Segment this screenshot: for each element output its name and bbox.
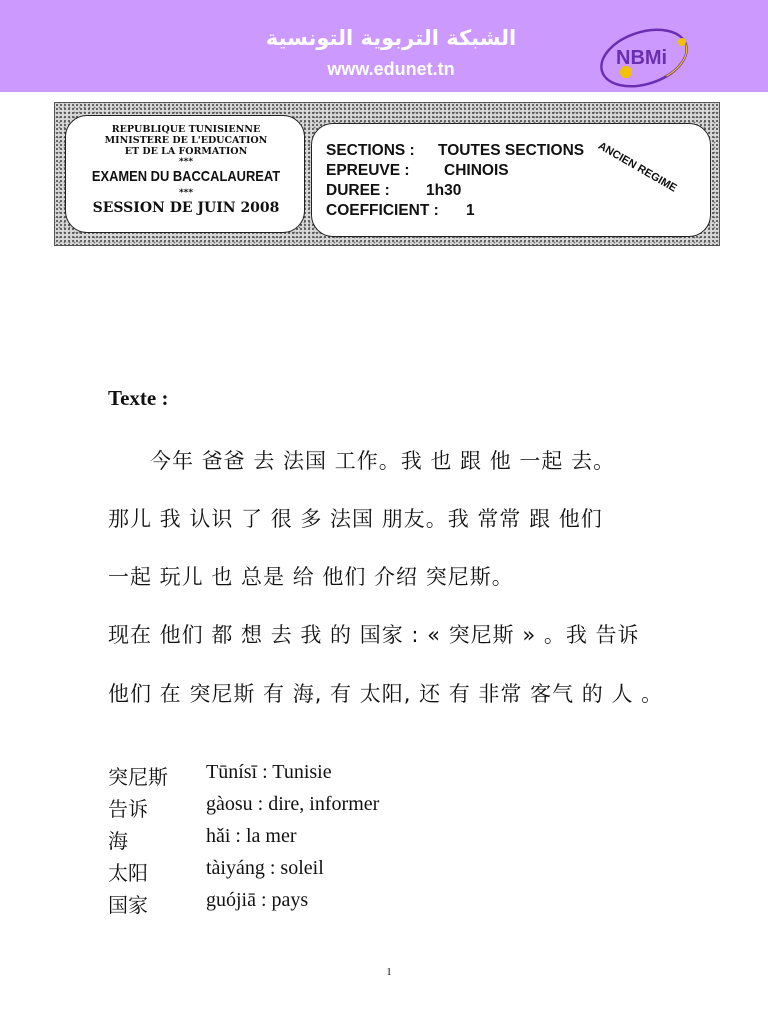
vocab-definition: hǎi : la mer (206, 825, 297, 847)
header-bar (0, 0, 768, 92)
ancien-regime-stamp: ANCIEN REGIME (596, 140, 679, 195)
logo-text: NBMi (616, 47, 668, 69)
text-line-1: 今年 爸爸 去 法国 工作。我 也 跟 他 一起 去。 (150, 449, 616, 473)
vocab-chinese: 国家 (108, 893, 148, 917)
duree-value: 1h30 (426, 182, 462, 199)
duree-label: DUREE : (326, 182, 390, 199)
vocab-definition: Tūnísī : Tunisie (206, 761, 332, 783)
exam-title: EXAMEN DU BACCALAUREAT (91, 168, 281, 185)
text-line-2: 那儿 我 认识 了 很 多 法国 朋友。我 常常 跟 他们 (108, 507, 603, 531)
sections-line (326, 142, 584, 160)
exam-session: SESSION DE JUIN 2008 (92, 200, 280, 216)
texte-heading: Texte : (108, 386, 169, 410)
ministry-line-1: REPUBLIQUE TUNISIENNE (111, 124, 261, 135)
vocab-chinese: 海 (108, 829, 128, 853)
epreuve-value: CHINOIS (444, 162, 509, 179)
coefficient-line (326, 202, 475, 220)
ministry-panel (65, 115, 305, 233)
vocab-definition: guójiā : pays (206, 889, 309, 911)
coefficient-value: 1 (466, 202, 475, 219)
page-number: 1 (386, 966, 392, 978)
exam-details-panel (311, 123, 711, 237)
site-name-arabic: الشبكة التربوية التونسية (265, 26, 517, 50)
stars-separator: *** (178, 157, 194, 167)
sections-value: TOUTES SECTIONS (438, 142, 585, 159)
text-line-3: 一起 玩儿 也 总是 给 他们 介绍 突尼斯。 (108, 565, 514, 589)
text-line-5: 他们 在 突尼斯 有 海, 有 太阳, 还 有 非常 客气 的 人 。 (108, 682, 664, 706)
sections-label: SECTIONS : (326, 142, 415, 159)
vocab-chinese: 告诉 (108, 797, 148, 821)
vocab-chinese: 突尼斯 (108, 765, 168, 789)
vocab-chinese: 太阳 (108, 861, 148, 885)
epreuve-line (326, 162, 509, 180)
epreuve-label: EPREUVE : (326, 162, 410, 179)
vocab-definition: gàosu : dire, informer (206, 793, 380, 815)
ministry-line-3: ET DE LA FORMATION (124, 146, 248, 157)
duree-line (326, 182, 461, 200)
vocab-definition: tàiyáng : soleil (206, 857, 324, 879)
text-line-4: 现在 他们 都 想 去 我 的 国家 : « 突尼斯 » 。我 告诉 (108, 623, 640, 647)
stars-separator: *** (178, 188, 194, 198)
exam-header-box (54, 102, 720, 246)
coefficient-label: COEFFICIENT : (326, 202, 439, 219)
nbmi-logo (596, 20, 692, 92)
site-url[interactable]: www.edunet.tn (327, 59, 455, 79)
ministry-line-2: MINISTERE DE L'EDUCATION (104, 135, 268, 146)
